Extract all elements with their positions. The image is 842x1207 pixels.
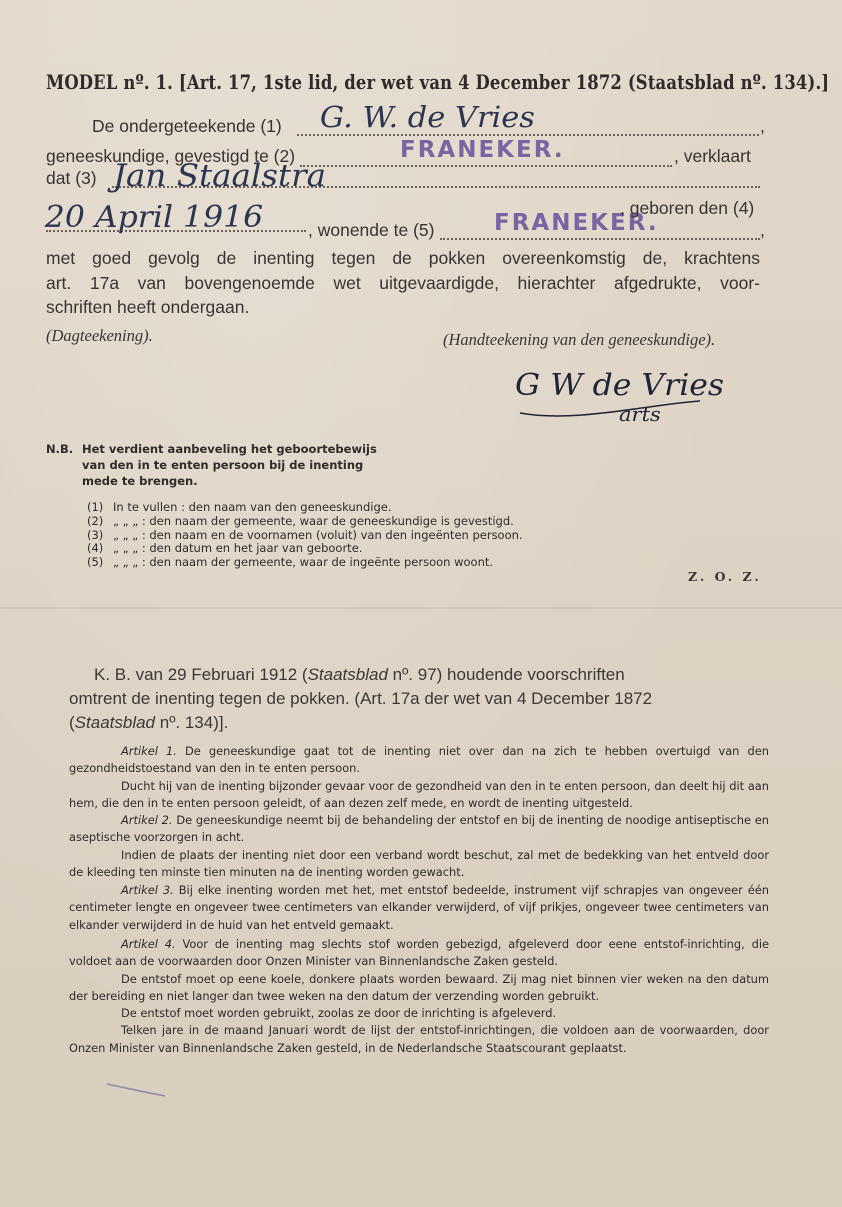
fill-line-1	[297, 134, 759, 136]
handwritten-patient-name: Jan Staalstra	[112, 158, 327, 194]
date-label: (Dagteekening).	[46, 326, 153, 345]
signature-underline	[515, 395, 705, 425]
article-text: De entstof moet op eene koele, donkere plaats worden bewaard. Zij mag niet binnen vier weken na den datum der bereiding en niet langer dan twee weken na den datum der verzending worden gebruikt.	[69, 971, 769, 1003]
signature-label: (Handteekening van den geneeskundige).	[443, 330, 716, 349]
pen-mark	[105, 1080, 167, 1098]
footnote-num: (3)	[87, 528, 104, 542]
article-text: Telken jare in de maand Januari wordt de lijst der entstof-inrichtingen, die voldoen aan de voorwaarden, door Onzen Minister van Binnenlandsche Zaken gesteld, in de Nederlandsche Staatscourant geplaatst.	[69, 1023, 769, 1055]
form-line-6: art. 17a van bovengenoemde wet uitgevaardigde, hierachter afgedrukte, voor-	[46, 273, 760, 293]
article-label: Artikel 3.	[121, 883, 174, 897]
article-label: Artikel 1.	[121, 744, 177, 758]
article-2	[69, 812, 769, 881]
fill-line-4b	[440, 238, 760, 240]
kb-staatsblad-2: Staatsblad	[74, 713, 156, 732]
article-text: De geneeskundige gaat tot de inenting niet over dan na zich te hebben overtuigd van den gezondheidstoestand van den in te enten persoon.	[69, 744, 769, 776]
article-label: Artikel 4.	[121, 937, 176, 951]
comma: ,	[760, 116, 765, 136]
form-line-3-prefix: dat (3)	[46, 168, 97, 188]
paper-fold	[0, 607, 842, 609]
article-text: Indien de plaats der inenting niet door een verband wordt beschut, zal met de bedekking van het entveld door de kleeding ten minste tien minuten na de inenting worden gewacht.	[69, 847, 769, 879]
signature-text: G W de Vries	[515, 368, 725, 403]
footnote-text: „ „ „ : den naam der gemeente, waar de geneeskundige is gevestigd.	[113, 514, 514, 528]
footnote-num: (2)	[87, 514, 104, 528]
form-line-1-prefix: De ondergeteekende (1)	[92, 116, 282, 136]
zoz-mark: Z. O. Z.	[688, 569, 762, 584]
nb-line-2: van den in te enten persoon bij de inenting	[82, 458, 364, 472]
article-text: Ducht hij van de inenting bijzonder gevaar voor de gezondheid van den in te enten persoon, dan deelt hij dit aan hem, die den in te enten persoon geleidt, of aan dezen zelf mede, en wordt de inenting uitgesteld.	[69, 778, 769, 810]
fill-line-2	[300, 165, 672, 167]
kb-line-2: omtrent de inenting tegen de pokken. (Art. 17a der wet van 4 December 1872	[69, 689, 653, 708]
handwritten-birth-date: 20 April 1916	[44, 200, 264, 235]
nb-line-1: Het verdient aanbeveling het geboortebewijs	[82, 442, 377, 456]
stamp-town-1: FRANEKER.	[400, 137, 565, 163]
article-4	[69, 936, 769, 1057]
kb-line-1-a: K. B. van 29 Februari 1912 (	[94, 665, 308, 684]
article-label: Artikel 2.	[121, 813, 173, 827]
form-line-2-prefix: geneeskundige, gevestigd te (2)	[46, 146, 296, 166]
kb-line-3	[69, 713, 228, 733]
article-text: Bij elke inenting worden met het, met entstof bedeelde, instrument vijf schrapjes van ongeveer één centimeter lengte en ongeveer twee centimeters van elkander verwijderd, of vijf prikjes, ongeveer twee centimeters van elkander verwijderd in de huid van het entveld gemaakt.	[69, 883, 770, 932]
footnote-num: (1)	[87, 500, 104, 514]
comma-2: ,	[760, 220, 765, 240]
kb-line-3-a: (	[69, 713, 75, 732]
model-header: MODEL nº. 1. [Art. 17, 1ste lid, der wet van 4 December 1872 (Staatsblad nº. 134).]	[46, 70, 830, 94]
article-1	[69, 743, 769, 812]
footnote-text: „ „ „ : den datum en het jaar van geboorte.	[113, 541, 363, 555]
article-text: De entstof moet worden gebruikt, zoolas ze door de inrichting is afgeleverd.	[121, 1006, 557, 1021]
form-line-4-mid: , wonende te (5)	[308, 220, 435, 240]
nb-label: N.B.	[46, 442, 74, 456]
footnote-num: (4)	[87, 541, 104, 555]
nb-line-3: mede te brengen.	[82, 474, 198, 488]
kb-line-1-c: nº. 97) houdende voorschriften	[387, 665, 625, 684]
article-3	[69, 882, 769, 934]
form-line-2-suffix: , verklaart	[674, 146, 751, 166]
footnote-text: „ „ „ : den naam der gemeente, waar de ingeënte persoon woont.	[113, 555, 494, 569]
footnote-text: „ „ „ : den naam en de voornamen (voluit) van den ingeënten persoon.	[113, 528, 523, 542]
footnote-text: In te vullen : den naam van den geneeskundige.	[113, 500, 392, 514]
footnote-num: (5)	[87, 555, 104, 569]
kb-line-1	[94, 665, 625, 685]
handwritten-physician-name: G. W. de Vries	[319, 100, 535, 134]
stamp-town-2: FRANEKER.	[494, 210, 659, 236]
article-text: Voor de inenting mag slechts stof worden gebezigd, afgeleverd door eene entstof-inrichting, die voldoet aan de voorwaarden door Onzen Minister van Binnenlandsche Zaken gesteld.	[69, 937, 769, 969]
signature-note: arts	[619, 402, 661, 426]
kb-staatsblad-1: Staatsblad	[307, 665, 388, 684]
form-line-4-suffix: , geboren den (4)	[620, 198, 755, 218]
article-text: De geneeskundige neemt bij de behandeling der entstof en bij de inenting de noodige antiseptische en aseptische voorzorgen in acht.	[69, 813, 769, 845]
kb-line-3-c: nº. 134)].	[155, 713, 229, 732]
form-line-7: schriften heeft ondergaan.	[46, 297, 250, 317]
form-line-5: met goed gevolg de inenting tegen de pokken overeenkomstig de, krachtens	[46, 248, 760, 268]
